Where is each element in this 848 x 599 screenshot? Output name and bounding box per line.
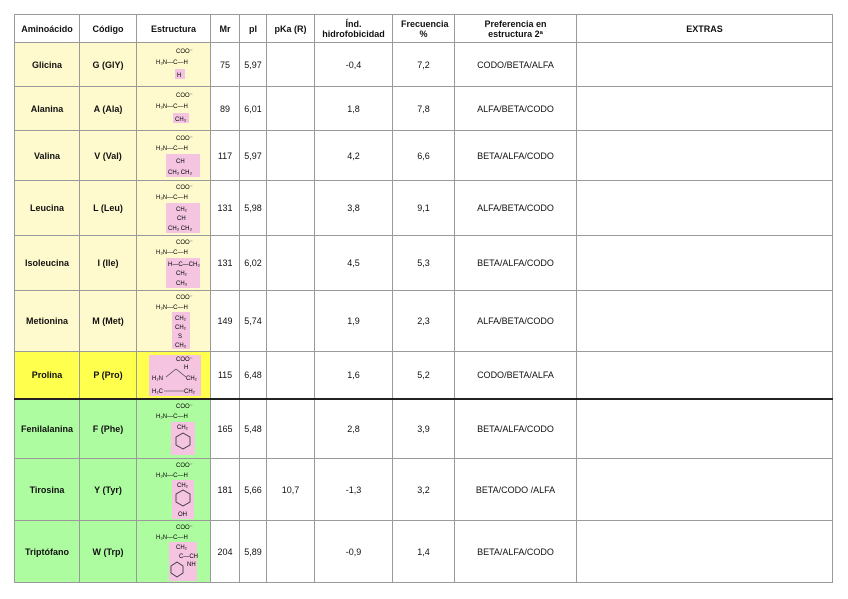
header-pka: pKa (R) (267, 15, 315, 43)
hydrophobicity-value: 1,9 (315, 291, 393, 352)
pi-value: 5,98 (240, 181, 267, 236)
header-pi: pI (240, 15, 267, 43)
mr-value: 115 (211, 352, 240, 399)
frequency-value: 5,2 (393, 352, 455, 399)
preference-value: BETA/ALFA/CODO (455, 521, 577, 583)
header-hidrofobicidad: Índ. hidrofobicidad (315, 15, 393, 43)
pi-value: 6,01 (240, 87, 267, 131)
side-chain-label: CH₃ (175, 281, 187, 287)
tryptophan-structure-diagram (144, 522, 204, 582)
aminoacid-code: G (GlY) (80, 43, 137, 87)
side-chain-label: H (176, 72, 181, 79)
carboxylate-label: COO⁻ (175, 135, 193, 142)
mr-value: 165 (211, 399, 240, 459)
pka-value (267, 236, 315, 291)
header-row (15, 15, 833, 43)
table-row (15, 131, 833, 181)
header-mr: Mr (211, 15, 240, 43)
amino-label: H₃N—C—H (155, 145, 188, 152)
side-chain-label: CH₂ (175, 544, 187, 551)
aminoacid-name: Isoleucina (15, 236, 80, 291)
hydrophobicity-value: 4,2 (315, 131, 393, 181)
side-chain-label: CH₃ (174, 343, 186, 349)
mr-value: 149 (211, 291, 240, 352)
amino-label: H₃N—C—H (155, 534, 188, 541)
side-chain-label: CH₂ (176, 482, 188, 489)
structure-cell (137, 399, 211, 459)
side-chain-label: CH₃ (174, 116, 186, 123)
aminoacid-code: V (Val) (80, 131, 137, 181)
side-chain-label: CH₂ (175, 271, 187, 277)
valine-structure-diagram (144, 133, 204, 179)
side-chain-label: OH (177, 511, 187, 518)
aminoacid-name: Alanina (15, 87, 80, 131)
pi-value: 5,66 (240, 459, 267, 521)
table-row (15, 399, 833, 459)
amino-label: H₃N—C—H (155, 305, 188, 311)
preference-value: CODO/BETA/ALFA (455, 43, 577, 87)
alanine-structure-diagram (144, 89, 204, 129)
hydrophobicity-value: 1,8 (315, 87, 393, 131)
pka-value (267, 291, 315, 352)
mr-value: 131 (211, 236, 240, 291)
table-row (15, 521, 833, 583)
hydrophobicity-value: 1,6 (315, 352, 393, 399)
frequency-value: 9,1 (393, 181, 455, 236)
extras-cell (577, 521, 833, 583)
amino-label: H₃N—C—H (155, 250, 188, 256)
table-row (15, 459, 833, 521)
carboxylate-label: COO⁻ (175, 295, 193, 301)
header-frecuencia: Frecuencia % (393, 15, 455, 43)
structure-cell (137, 181, 211, 236)
frequency-value: 7,2 (393, 43, 455, 87)
header-estructura: Estructura (137, 15, 211, 43)
side-chain-label: CH₂ (174, 316, 186, 322)
aminoacid-code: F (Phe) (80, 399, 137, 459)
aminoacid-code: W (Trp) (80, 521, 137, 583)
structure-cell (137, 236, 211, 291)
side-chain-label: NH (186, 561, 196, 568)
aminoacid-code: I (Ile) (80, 236, 137, 291)
aminoacid-name: Valina (15, 131, 80, 181)
mr-value: 89 (211, 87, 240, 131)
hydrophobicity-value: -0,4 (315, 43, 393, 87)
carboxylate-label: COO⁻ (175, 48, 193, 55)
carboxylate-label: COO⁻ (175, 356, 193, 363)
carboxylate-label: COO⁻ (175, 403, 193, 410)
extras-cell (577, 43, 833, 87)
preference-value: ALFA/BETA/CODO (455, 291, 577, 352)
pi-value: 5,74 (240, 291, 267, 352)
preference-value: BETA/ALFA/CODO (455, 131, 577, 181)
pka-value (267, 521, 315, 583)
carboxylate-label: COO⁻ (175, 462, 193, 469)
pka-value (267, 43, 315, 87)
preference-value: CODO/BETA/ALFA (455, 352, 577, 399)
frequency-value: 3,2 (393, 459, 455, 521)
amino-label: H₃N—C—H (155, 195, 188, 201)
aminoacid-name: Metionina (15, 291, 80, 352)
pi-value: 5,48 (240, 399, 267, 459)
header-aminoacido: Aminoácido (15, 15, 80, 43)
structure-cell (137, 459, 211, 521)
mr-value: 181 (211, 459, 240, 521)
pi-value: 6,02 (240, 236, 267, 291)
amino-label: H₂N (151, 375, 163, 382)
phenylalanine-structure-diagram (144, 401, 204, 457)
aminoacid-name: Tirosina (15, 459, 80, 521)
amino-acid-table (14, 14, 833, 583)
side-chain-label: C—CH (178, 553, 198, 560)
pi-value: 5,97 (240, 43, 267, 87)
methionine-structure-diagram (144, 292, 204, 350)
aminoacid-code: L (Leu) (80, 181, 137, 236)
side-chain-label: H₂C (151, 388, 163, 395)
pi-value: 5,89 (240, 521, 267, 583)
glycine-structure-diagram (144, 45, 204, 85)
amino-label: H₃N—C—H (155, 103, 188, 110)
aminoacid-code: Y (Tyr) (80, 459, 137, 521)
pka-value (267, 399, 315, 459)
extras-cell (577, 459, 833, 521)
side-chain-label: H—C—CH₃ (167, 262, 200, 268)
pka-value (267, 131, 315, 181)
header-codigo: Código (80, 15, 137, 43)
structure-cell (137, 291, 211, 352)
hydrophobicity-value: 2,8 (315, 399, 393, 459)
side-chain-label: CH₂ (175, 207, 187, 213)
preference-value: ALFA/BETA/CODO (455, 181, 577, 236)
header-extras: EXTRAS (577, 15, 833, 43)
leucine-structure-diagram (144, 182, 204, 234)
preference-value: BETA/ALFA/CODO (455, 236, 577, 291)
side-chain-label: CH (175, 158, 185, 165)
table-row (15, 181, 833, 236)
table-row (15, 352, 833, 399)
preference-value: BETA/CODO /ALFA (455, 459, 577, 521)
pka-value (267, 352, 315, 399)
amino-label: H₃N—C—H (155, 472, 188, 479)
mr-value: 204 (211, 521, 240, 583)
table-row (15, 87, 833, 131)
carboxylate-label: COO⁻ (175, 524, 193, 531)
side-chain-label: CH₂ (176, 424, 188, 431)
pka-value: 10,7 (267, 459, 315, 521)
frequency-value: 2,3 (393, 291, 455, 352)
preference-value: ALFA/BETA/CODO (455, 87, 577, 131)
side-chain-label: CH₂ (185, 375, 197, 382)
side-chain-label: CH (176, 216, 186, 222)
hydrophobicity-value: 4,5 (315, 236, 393, 291)
side-chain-label: S (177, 334, 182, 340)
frequency-value: 5,3 (393, 236, 455, 291)
extras-cell (577, 236, 833, 291)
side-chain-label: CH₃ CH₃ (167, 169, 192, 176)
mr-value: 131 (211, 181, 240, 236)
aminoacid-name: Fenilalanina (15, 399, 80, 459)
aminoacid-name: Glicina (15, 43, 80, 87)
frequency-value: 1,4 (393, 521, 455, 583)
extras-cell (577, 181, 833, 236)
structure-cell (137, 131, 211, 181)
mr-value: 75 (211, 43, 240, 87)
pka-value (267, 181, 315, 236)
carboxylate-label: COO⁻ (175, 92, 193, 99)
amino-label: H₃N—C—H (155, 59, 188, 66)
pi-value: 5,97 (240, 131, 267, 181)
preference-value: BETA/ALFA/CODO (455, 399, 577, 459)
pi-value: 6,48 (240, 352, 267, 399)
aminoacid-name: Prolina (15, 352, 80, 399)
pka-value (267, 87, 315, 131)
mr-value: 117 (211, 131, 240, 181)
structure-cell (137, 521, 211, 583)
isoleucine-structure-diagram (144, 237, 204, 289)
frequency-value: 6,6 (393, 131, 455, 181)
extras-cell (577, 87, 833, 131)
structure-cell (137, 87, 211, 131)
carboxylate-label: COO⁻ (175, 185, 193, 191)
aminoacid-name: Triptófano (15, 521, 80, 583)
hydrophobicity-value: -1,3 (315, 459, 393, 521)
structure-cell (137, 43, 211, 87)
aminoacid-code: A (Ala) (80, 87, 137, 131)
extras-cell (577, 131, 833, 181)
aminoacid-name: Leucina (15, 181, 80, 236)
frequency-value: 3,9 (393, 399, 455, 459)
header-preferencia: Preferencia en estructura 2ª (455, 15, 577, 43)
extras-cell (577, 399, 833, 459)
frequency-value: 7,8 (393, 87, 455, 131)
aminoacid-code: P (Pro) (80, 352, 137, 399)
structure-cell (137, 352, 211, 399)
table-row (15, 236, 833, 291)
hydrophobicity-value: -0,9 (315, 521, 393, 583)
side-chain-label: CH₂ (183, 388, 195, 395)
proline-structure-diagram (144, 353, 204, 397)
carboxylate-label: COO⁻ (175, 240, 193, 246)
side-chain-label: H (183, 364, 188, 371)
extras-cell (577, 291, 833, 352)
side-chain-label: CH₂ (174, 325, 186, 331)
amino-label: H₃N—C—H (155, 413, 188, 420)
extras-cell (577, 352, 833, 399)
tyrosine-structure-diagram (144, 460, 204, 520)
table-row (15, 291, 833, 352)
hydrophobicity-value: 3,8 (315, 181, 393, 236)
side-chain-label: CH₃ CH₃ (167, 226, 192, 232)
table-row (15, 43, 833, 87)
aminoacid-code: M (Met) (80, 291, 137, 352)
